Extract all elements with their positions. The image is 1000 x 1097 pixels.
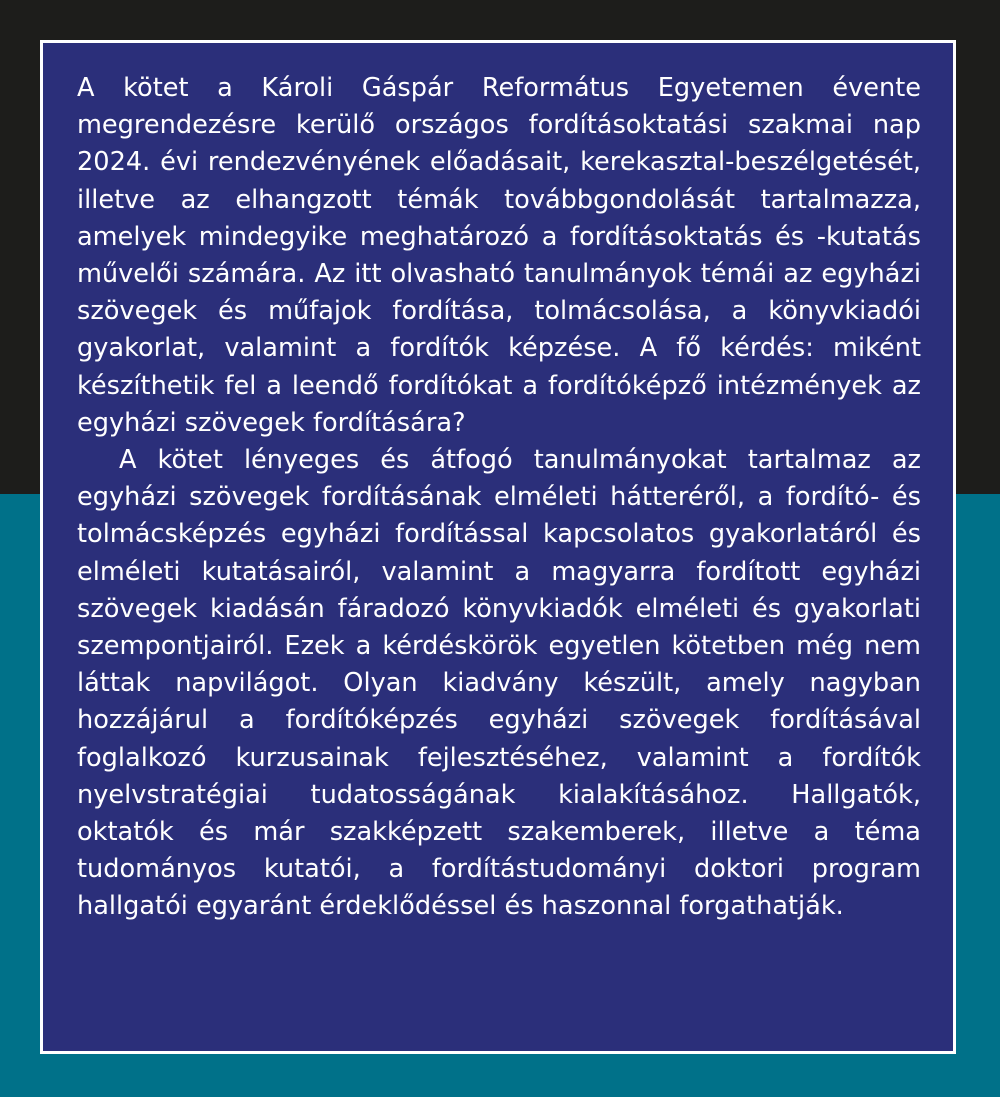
blurb-panel <box>40 40 956 1054</box>
blurb-paragraph-2: A kötet lényeges és átfogó tanulmányokat tartalmaz az egyházi szövegek fordításának elméleti hátteréről, a fordító- és tolmácsképzés egyházi fordítással kapcsolatos gyakorlatáról és elméleti kutatásairól, valamint a magyarra fordított egyházi szövegek kiadásán fáradozó könyvkiadók elméleti és gyakorlati szempontjairól. Ezek a kérdéskörök egyetlen kötetben még nem láttak napvilágot. Olyan kiadvány készült, amely nagyban hozzájárul a fordítóképzés egyházi szövegek fordításával foglalkozó kurzusainak fejlesztéséhez, valamint a fordítók nyelvstratégiai tudatosságának kialakításához. Hallgatók, oktatók és már szakképzett szakemberek, illetve a téma tudományos kutatói, a fordítástudományi doktori program hallgatói egyaránt érdeklődéssel és haszonnal forgathatják. <box>77 445 921 922</box>
blurb-paragraph-1: A kötet a Károli Gáspár Református Egyetemen évente megrendezésre kerülő országos fordításoktatási szakmai nap 2024. évi rendezvényének előadásait, kerekasztal-beszélgetését, illetve az elhangzott témák továbbgondolását tartalmazza, amelyek mindegyike meghatározó a fordításoktatás és -kutatás művelői számára. Az itt olvasható tanulmányok témái az egyházi szövegek és műfajok fordítása, tolmácsolása, a könyvkiadói gyakorlat, valamint a fordítók képzése. A fő kérdés: miként készíthetik fel a leendő fordítókat a fordítóképző intézmények az egyházi szövegek fordítására? <box>77 73 921 438</box>
